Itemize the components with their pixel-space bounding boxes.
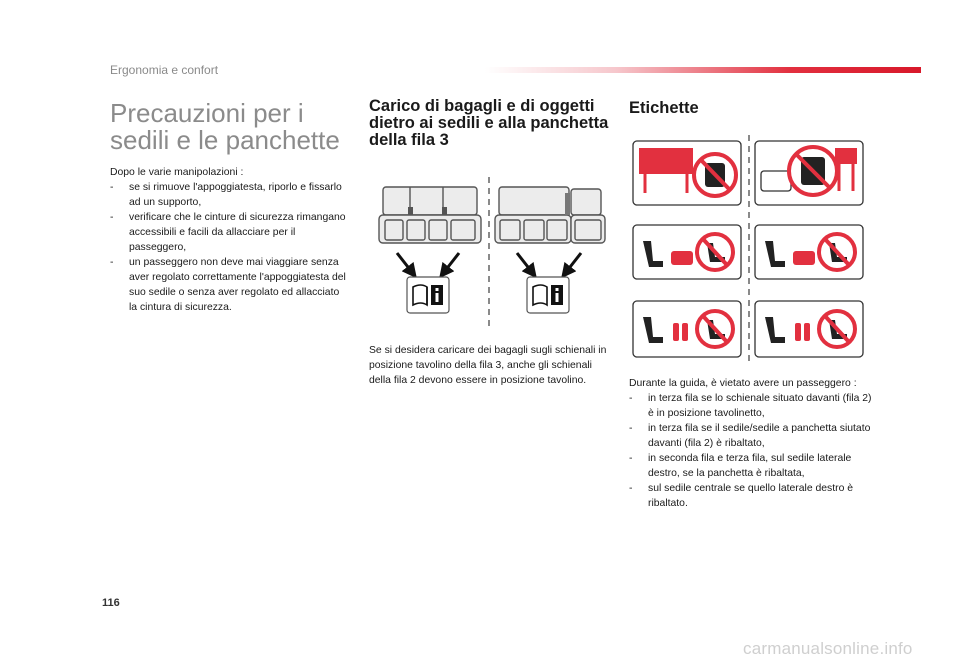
prohibition-icon bbox=[629, 133, 874, 363]
labels-section-body bbox=[629, 376, 874, 511]
luggage-section-title: Carico di bagagli e di oggetti dietro ai sedili e alla panchetta della fila 3 bbox=[369, 97, 609, 149]
labels-intro: Durante la guida, è vietato avere un passeggero : bbox=[629, 378, 857, 389]
list-item: - in terza fila se lo schienale situato davanti (fila 2) è in posizione tavolinetto, bbox=[629, 391, 874, 421]
labels-list bbox=[629, 391, 874, 511]
list-item: - in terza fila se il sedile/sedile a panchetta siutato davanti (fila 2) è ribaltato, bbox=[629, 421, 874, 451]
list-item: - sul sedile centrale se quello laterale destro è ribaltato. bbox=[629, 481, 874, 511]
luggage-section-text: Se si desidera caricare dei bagagli sugli schienali in posizione tavolino della fila 3, anche gli schienali della fila 2 devono essere in posizione tavolino. bbox=[369, 345, 607, 386]
list-item: - in seconda fila e terza fila, sul sedile laterale destro, se la panchetta è ribaltata, bbox=[629, 451, 874, 481]
labels-section-title: Etichette bbox=[629, 99, 699, 117]
manual-book-icon bbox=[527, 277, 569, 313]
list-item: - un passeggero non deve mai viaggiare senza aver regolato correttamente l'appoggiatesta del suo sedile o senza aver regolato ed allacciato la cintura di sicurezza. bbox=[110, 255, 350, 315]
seat-bench-icon bbox=[369, 175, 614, 335]
header-accent-bar bbox=[485, 67, 921, 73]
page-number: 116 bbox=[102, 597, 120, 609]
seat-illustration bbox=[369, 175, 614, 335]
page-title: Precauzioni per i sedili e le panchette bbox=[110, 98, 340, 155]
seat-precautions-list bbox=[110, 180, 350, 315]
seat-precautions-body bbox=[110, 165, 350, 315]
seat-precautions-intro: Dopo le varie manipolazioni : bbox=[110, 167, 244, 178]
watermark: carmanualsonline.info bbox=[743, 639, 913, 658]
warning-labels-illustration bbox=[629, 133, 874, 363]
list-item: - se si rimuove l'appoggiatesta, riporlo e fissarlo ad un supporto, bbox=[110, 180, 350, 210]
manual-book-icon bbox=[407, 277, 449, 313]
section-header: Ergonomia e confort bbox=[110, 63, 219, 77]
list-item: - verificare che le cinture di sicurezza rimangano accessibili e facili da allacciare per il passeggero, bbox=[110, 210, 350, 255]
